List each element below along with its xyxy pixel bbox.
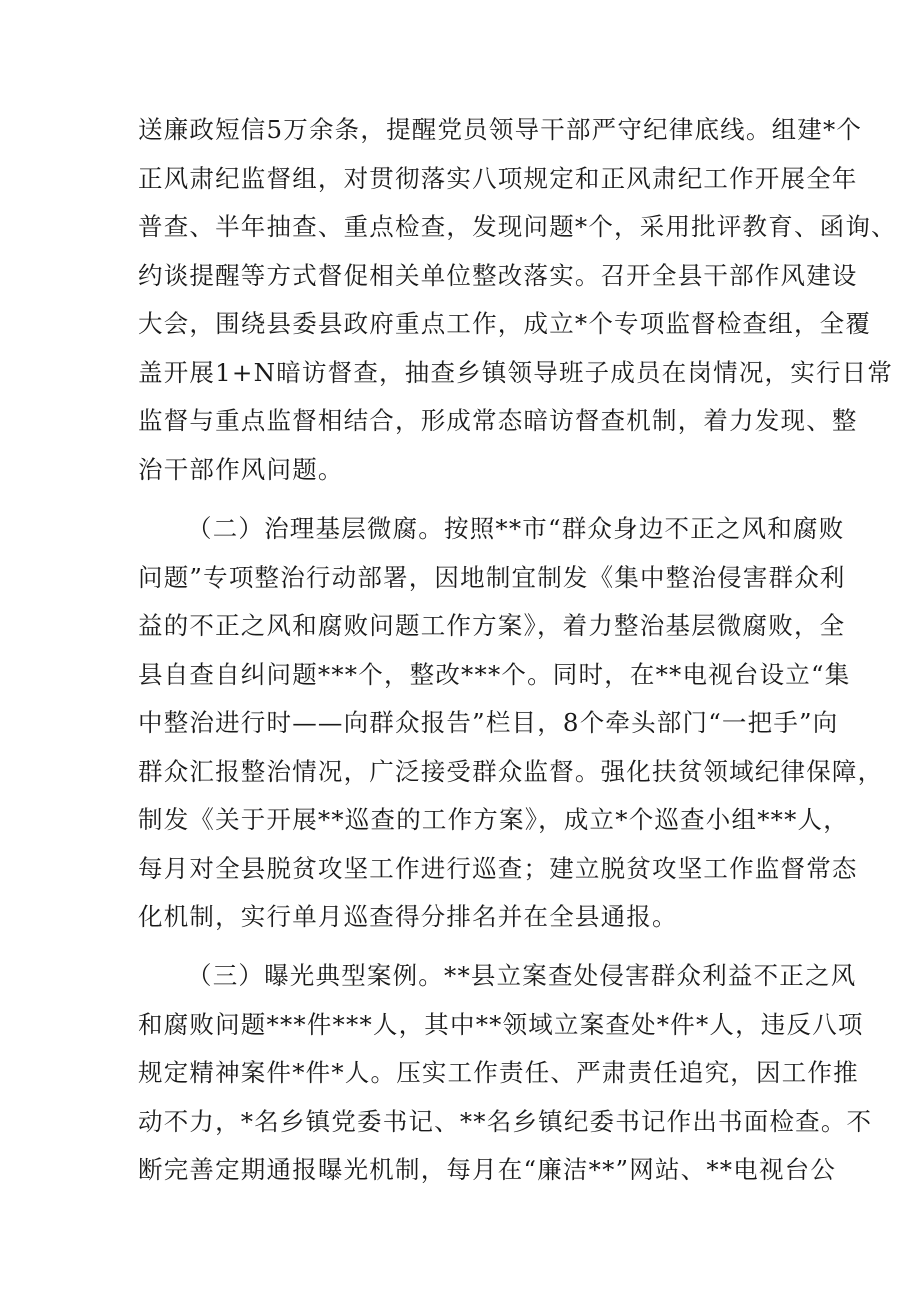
text-line: 和腐败问题***件***人，其中**领域立案查处*件*人，违反八项 [138, 1009, 864, 1039]
text-line: 规定精神案件*件*人。压实工作责任、严肃责任追究，因工作推 [138, 1058, 859, 1087]
text-line: 中整治进行时——向群众报告”栏目，8个牵头部门“一把手”向 [138, 708, 839, 737]
text-line: 制发《关于开展**巡查的工作方案》，成立*个巡查小组***人， [138, 805, 849, 834]
text-line: 问题”专项整治行动部署，因地制宜制发《集中整治侵害群众利 [138, 562, 846, 592]
text-line: 约谈提醒等方式督促相关单位整改落实。召开全县干部作风建设 [138, 260, 858, 290]
text-line: 大会，围绕县委县政府重点工作，成立*个专项监督检查组，全覆 [138, 309, 872, 338]
text-line: 治干部作风问题。 [138, 454, 344, 484]
text-line: 化机制，实行单月巡查得分排名并在全县通报。 [138, 902, 678, 931]
section-heading-line: （二）治理基层微腐。按照**市“群众身边不正之风和腐败 [187, 514, 845, 543]
text-line: 盖开展1+N暗访督查，抽查乡镇领导班子成员在岗情况，实行日常 [138, 357, 894, 387]
text-line: 县自查自纠问题***个，整改***个。同时，在**电视台设立“集 [138, 659, 851, 689]
section-heading-line: （三）曝光典型案例。**县立案查处侵害群众利益不正之风 [187, 961, 857, 990]
text-line: 正风肃纪监督组，对贯彻落实八项规定和正风肃纪工作开展全年 [138, 163, 858, 193]
text-line: 送廉政短信5万余条，提醒党员领导干部严守纪律底线。组建*个 [138, 115, 863, 144]
text-line: 普查、半年抽查、重点检查，发现问题*个，采用批评教育、函询、 [138, 212, 897, 241]
text-line: 益的不正之风和腐败问题工作方案》，着力整治基层微腐败，全 [138, 611, 846, 640]
paragraph-work-style-supervision [138, 106, 897, 494]
paragraph-grassroots-corruption [138, 505, 884, 942]
text-line: 断完善定期通报曝光机制，每月在“廉洁**”网站、**电视台公 [138, 1155, 837, 1184]
text-line: 群众汇报整治情况，广泛接受群众监督。强化扶贫领域纪律保障， [138, 756, 884, 786]
text-line: 每月对全县脱贫攻坚工作进行巡查；建立脱贫攻坚工作监督常态 [138, 853, 858, 883]
text-line: 监督与重点监督相结合，形成常态暗访督查机制，着力发现、整 [138, 406, 858, 435]
paragraph-typical-cases [138, 952, 873, 1195]
text-line: 动不力，*名乡镇党委书记、**名乡镇纪委书记作出书面检查。不 [138, 1106, 873, 1136]
